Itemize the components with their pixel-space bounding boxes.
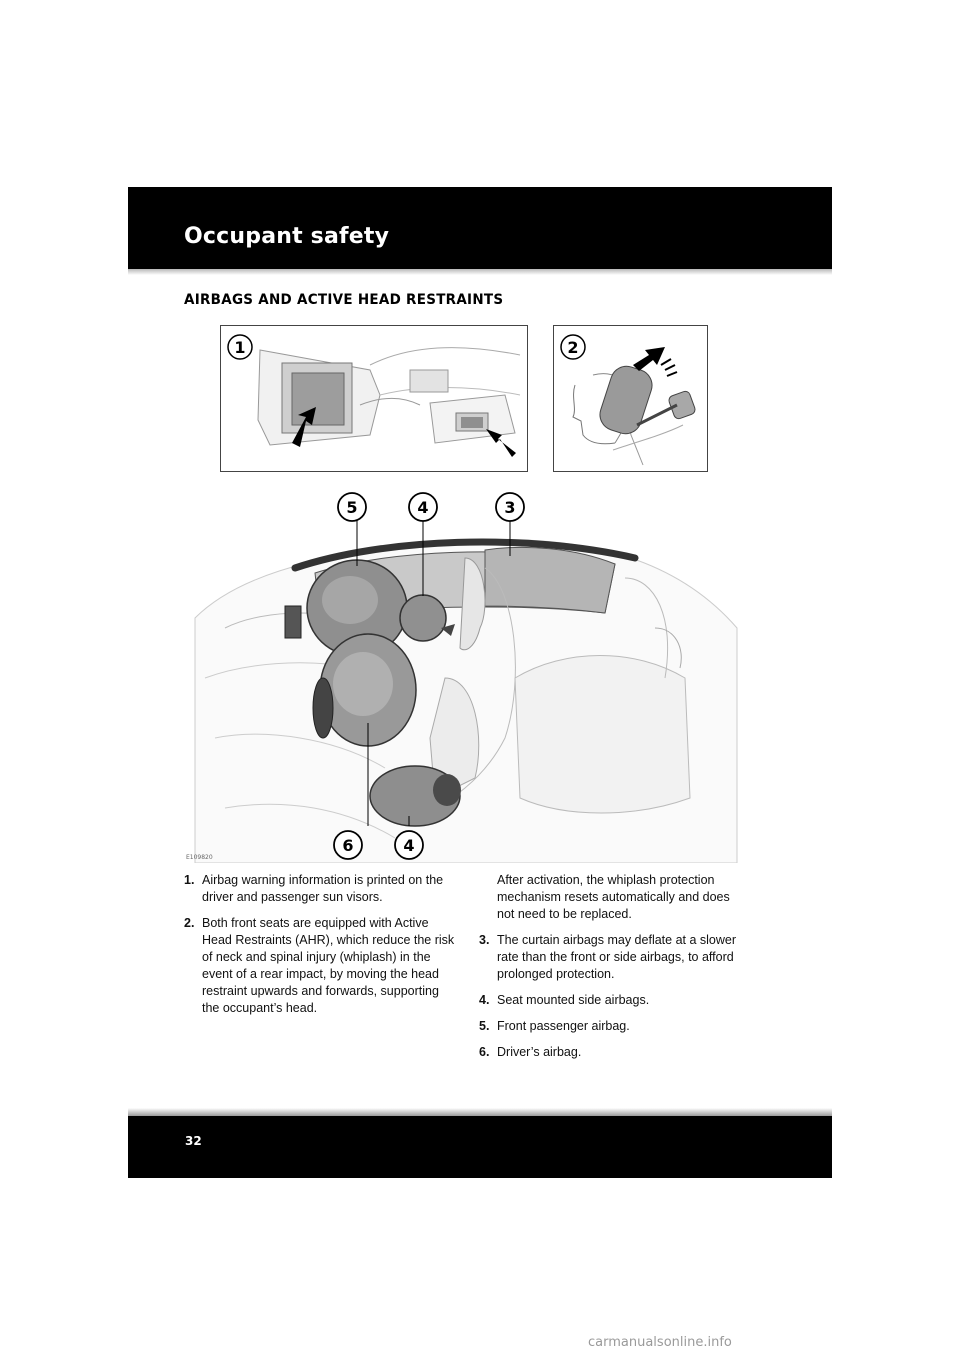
text-column-left xyxy=(184,872,456,1026)
list-item xyxy=(479,932,742,983)
callout-2: 2 xyxy=(567,338,579,357)
item-text: The curtain airbags may deflate at a slower rate than the front or side airbags, to afford prolonged protection. xyxy=(497,933,737,981)
callout-1: 1 xyxy=(234,338,246,357)
callout-4-top: 4 xyxy=(417,498,429,517)
watermark: carmanualsonline.info xyxy=(588,1335,732,1350)
text-column-right xyxy=(479,872,742,1070)
callout-4-bottom: 4 xyxy=(403,836,415,855)
item-number: 5. xyxy=(479,1019,490,1033)
item-number: 4. xyxy=(479,993,490,1007)
item-text: Driver’s airbag. xyxy=(497,1045,582,1059)
chapter-title: Occupant safety xyxy=(184,224,390,249)
list-item xyxy=(479,1018,742,1035)
cabin-airbag-illustration xyxy=(185,478,740,863)
list-item-continuation: After activation, the whiplash protection mechanism resets automatically and does not need to be replaced. xyxy=(497,873,730,921)
figure-code: E109820 xyxy=(186,854,213,861)
item-number: 3. xyxy=(479,933,490,947)
page-number: 32 xyxy=(185,1134,202,1148)
callout-5: 5 xyxy=(346,498,358,517)
footer-band xyxy=(128,1116,832,1178)
section-heading: AIRBAGS AND ACTIVE HEAD RESTRAINTS xyxy=(184,292,504,308)
callout-3: 3 xyxy=(504,498,516,517)
list-item xyxy=(479,992,742,1009)
item-number: 2. xyxy=(184,916,195,930)
list-item xyxy=(184,915,456,1017)
item-number: 1. xyxy=(184,873,195,887)
callout-6: 6 xyxy=(342,836,354,855)
header-shade xyxy=(128,269,832,275)
head-restraint-illustration xyxy=(553,325,708,472)
item-text: Airbag warning information is printed on the driver and passenger sun visors. xyxy=(202,873,444,904)
list-item xyxy=(184,872,456,906)
footer-shade xyxy=(128,1108,832,1116)
item-text: Front passenger airbag. xyxy=(497,1019,630,1033)
list-item xyxy=(479,1044,742,1061)
sun-visor-illustration xyxy=(220,325,528,472)
item-text: Seat mounted side airbags. xyxy=(497,993,650,1007)
item-text: Both front seats are equipped with Active Head Restraints (AHR), which reduce the risk of neck and spinal injury (whiplash) in the event of a rear impact, by moving the head restraint upwards and forwards, supporting the occupant’s head. xyxy=(202,916,455,1015)
item-number: 6. xyxy=(479,1045,490,1059)
